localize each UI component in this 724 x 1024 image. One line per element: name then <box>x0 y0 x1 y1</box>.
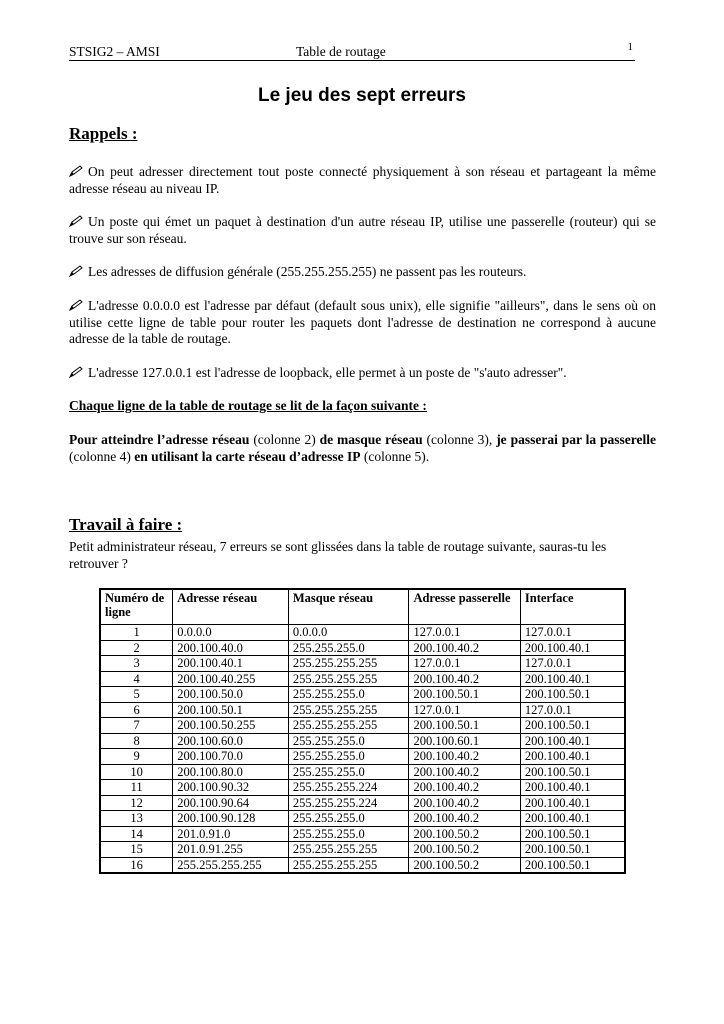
cell-gateway: 200.100.40.2 <box>409 811 520 827</box>
cell-line-number: 5 <box>100 687 173 703</box>
cell-line-number: 3 <box>100 656 173 672</box>
cell-line-number: 13 <box>100 811 173 827</box>
cell-network-address: 201.0.91.0 <box>173 826 289 842</box>
cell-gateway: 200.100.50.2 <box>409 857 520 873</box>
cell-line-number: 7 <box>100 718 173 734</box>
cell-network-mask: 255.255.255.0 <box>288 749 409 765</box>
table-row <box>100 811 625 827</box>
cell-line-number: 9 <box>100 749 173 765</box>
cell-gateway: 200.100.40.2 <box>409 764 520 780</box>
lecture-bold-4: en utilisant la carte réseau d’adresse IP <box>134 448 361 464</box>
header-interface: Interface <box>520 589 625 625</box>
table-header-row <box>100 589 625 625</box>
page-title: Le jeu des sept erreurs <box>257 85 467 106</box>
pencil-icon <box>69 299 84 311</box>
cell-interface: 200.100.40.1 <box>520 640 625 656</box>
lecture-heading <box>69 398 656 415</box>
cell-line-number: 1 <box>100 625 173 641</box>
lecture-bold-3: je passerai par la passerelle <box>496 432 657 447</box>
rappel-text: L'adresse 0.0.0.0 est l'adresse par défaut (default sous unix), elle signifie "ailleurs", dans le sens où on utilise cette ligne de table pour router les paquets dont l'adresse de destination ne correspond à aucune adresse de la table de routage. <box>69 298 656 346</box>
table-row <box>100 780 625 796</box>
table-row <box>100 625 625 641</box>
cell-interface: 200.100.40.1 <box>520 780 625 796</box>
pencil-icon <box>69 165 84 177</box>
cell-interface: 127.0.0.1 <box>520 702 625 718</box>
cell-interface: 127.0.0.1 <box>520 625 625 641</box>
table-row <box>100 671 625 687</box>
page-header <box>69 42 635 61</box>
cell-network-mask: 255.255.255.0 <box>288 733 409 749</box>
rappel-text: Les adresses de diffusion générale (255.255.255.255) ne passent pas les routeurs. <box>88 264 527 279</box>
header-gateway: Adresse passerelle <box>409 589 520 625</box>
cell-network-address: 200.100.40.1 <box>173 656 289 672</box>
lecture-col2: (colonne 2) <box>249 432 320 447</box>
cell-line-number: 4 <box>100 671 173 687</box>
cell-network-address: 200.100.50.0 <box>173 687 289 703</box>
lecture-bold-2: de masque réseau <box>319 432 423 447</box>
cell-interface: 200.100.50.1 <box>520 764 625 780</box>
cell-interface: 200.100.40.1 <box>520 811 625 827</box>
header-network-mask: Masque réseau <box>288 589 409 625</box>
lecture-heading-text: Chaque ligne de la table de routage se lit de la façon suivante : <box>69 398 427 413</box>
cell-line-number: 12 <box>100 795 173 811</box>
lecture-bold-1: Pour atteindre l’adresse réseau <box>69 432 250 447</box>
cell-gateway: 200.100.40.2 <box>409 795 520 811</box>
cell-line-number: 10 <box>100 764 173 780</box>
cell-network-mask: 255.255.255.255 <box>288 842 409 858</box>
cell-interface: 200.100.40.1 <box>520 671 625 687</box>
table-row <box>100 826 625 842</box>
cell-network-mask: 255.255.255.255 <box>288 656 409 672</box>
rappel-text: On peut adresser directement tout poste connecté physiquement à son réseau et partageant la même adresse réseau au niveau IP. <box>69 164 656 196</box>
cell-network-address: 0.0.0.0 <box>173 625 289 641</box>
cell-network-mask: 255.255.255.0 <box>288 640 409 656</box>
cell-network-mask: 255.255.255.255 <box>288 718 409 734</box>
cell-gateway: 200.100.50.2 <box>409 826 520 842</box>
cell-network-address: 201.0.91.255 <box>173 842 289 858</box>
cell-line-number: 16 <box>100 857 173 873</box>
cell-network-mask: 255.255.255.224 <box>288 795 409 811</box>
cell-interface: 200.100.40.1 <box>520 795 625 811</box>
cell-interface: 200.100.50.1 <box>520 842 625 858</box>
table-row <box>100 795 625 811</box>
cell-gateway: 127.0.0.1 <box>409 702 520 718</box>
cell-interface: 200.100.50.1 <box>520 718 625 734</box>
header-line-number: Numéro de ligne <box>100 589 173 625</box>
cell-gateway: 200.100.60.1 <box>409 733 520 749</box>
rappels-heading: Rappels : <box>69 124 138 143</box>
cell-network-address: 200.100.40.0 <box>173 640 289 656</box>
cell-network-address: 200.100.90.32 <box>173 780 289 796</box>
table-body <box>100 625 625 874</box>
table-row <box>100 687 625 703</box>
cell-interface: 127.0.0.1 <box>520 656 625 672</box>
cell-network-address: 200.100.60.0 <box>173 733 289 749</box>
table-row <box>100 718 625 734</box>
cell-line-number: 2 <box>100 640 173 656</box>
cell-network-mask: 255.255.255.255 <box>288 702 409 718</box>
cell-line-number: 6 <box>100 702 173 718</box>
cell-line-number: 15 <box>100 842 173 858</box>
table-row <box>100 764 625 780</box>
cell-gateway: 200.100.50.1 <box>409 687 520 703</box>
header-subject: Table de routage <box>296 44 386 59</box>
cell-interface: 200.100.50.1 <box>520 826 625 842</box>
rappel-item-1 <box>69 164 656 197</box>
cell-interface: 200.100.50.1 <box>520 687 625 703</box>
lecture-col3: (colonne 3), <box>422 432 497 447</box>
table-row <box>100 733 625 749</box>
rappel-item-3 <box>69 264 656 281</box>
cell-network-address: 200.100.80.0 <box>173 764 289 780</box>
cell-interface: 200.100.50.1 <box>520 857 625 873</box>
cell-gateway: 200.100.40.2 <box>409 671 520 687</box>
cell-gateway: 200.100.50.2 <box>409 842 520 858</box>
cell-network-mask: 255.255.255.255 <box>288 671 409 687</box>
cell-network-mask: 0.0.0.0 <box>288 625 409 641</box>
table-row <box>100 749 625 765</box>
cell-network-mask: 255.255.255.255 <box>288 857 409 873</box>
travail-heading: Travail à faire : <box>69 515 183 534</box>
cell-gateway: 200.100.40.2 <box>409 749 520 765</box>
header-course: STSIG2 – AMSI <box>69 44 160 59</box>
cell-network-mask: 255.255.255.0 <box>288 826 409 842</box>
cell-interface: 200.100.40.1 <box>520 749 625 765</box>
cell-network-address: 200.100.90.64 <box>173 795 289 811</box>
rappel-item-2 <box>69 214 656 247</box>
travail-intro: Petit administrateur réseau, 7 erreurs se sont glissées dans la table de routage suivante, sauras-tu les retrouver ? <box>69 539 607 571</box>
cell-gateway: 200.100.40.2 <box>409 640 520 656</box>
cell-line-number: 11 <box>100 780 173 796</box>
cell-line-number: 14 <box>100 826 173 842</box>
cell-network-address: 200.100.40.255 <box>173 671 289 687</box>
table-row <box>100 702 625 718</box>
cell-gateway: 127.0.0.1 <box>409 625 520 641</box>
rappel-item-4 <box>69 298 656 348</box>
cell-network-mask: 255.255.255.0 <box>288 764 409 780</box>
cell-gateway: 200.100.50.1 <box>409 718 520 734</box>
table-row <box>100 857 625 873</box>
page-number: 1 <box>627 41 633 53</box>
cell-interface: 200.100.40.1 <box>520 733 625 749</box>
cell-network-address: 255.255.255.255 <box>173 857 289 873</box>
rappel-item-5 <box>69 365 656 382</box>
rappel-text: L'adresse 127.0.0.1 est l'adresse de loopback, elle permet à un poste de "s'auto adresser". <box>88 365 567 380</box>
pencil-icon <box>69 366 84 378</box>
table-row <box>100 656 625 672</box>
pencil-icon <box>69 265 84 277</box>
cell-network-address: 200.100.50.1 <box>173 702 289 718</box>
cell-gateway: 200.100.40.2 <box>409 780 520 796</box>
cell-gateway: 127.0.0.1 <box>409 656 520 672</box>
cell-network-mask: 255.255.255.224 <box>288 780 409 796</box>
cell-line-number: 8 <box>100 733 173 749</box>
lecture-col5: (colonne 5). <box>360 448 430 464</box>
pencil-icon <box>69 215 84 227</box>
table-row <box>100 842 625 858</box>
cell-network-mask: 255.255.255.0 <box>288 687 409 703</box>
cell-network-address: 200.100.50.255 <box>173 718 289 734</box>
table-row <box>100 640 625 656</box>
lecture-paragraph <box>69 432 656 465</box>
routing-table <box>99 588 626 874</box>
cell-network-mask: 255.255.255.0 <box>288 811 409 827</box>
rappel-text: Un poste qui émet un paquet à destination d'un autre réseau IP, utilise une passerelle (routeur) qui se trouve sur son réseau. <box>69 214 656 246</box>
cell-network-address: 200.100.90.128 <box>173 811 289 827</box>
cell-network-address: 200.100.70.0 <box>173 749 289 765</box>
header-network-address: Adresse réseau <box>173 589 289 625</box>
lecture-col4: (colonne 4) <box>69 448 135 464</box>
